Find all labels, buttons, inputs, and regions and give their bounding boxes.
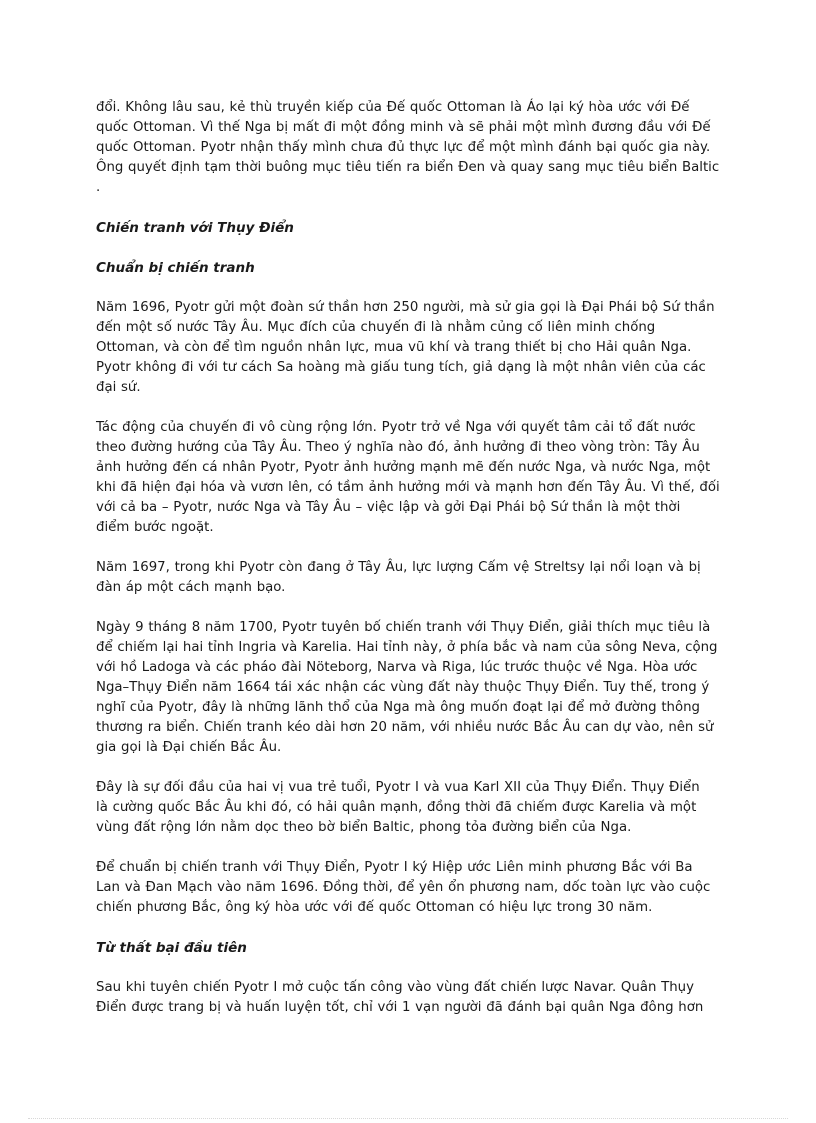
paragraph-impact: Tác động của chuyến đi vô cùng rộng lớn. Pyotr trở về Nga với quyết tâm cải tổ đất nước theo đường hướng của Tây Âu. Theo ý nghĩa nào đó, ảnh hưởng đi theo vòng tròn: Tây Âu ảnh hưởng đến cá nhân Pyotr, Pyotr ảnh hưởng mạnh mẽ đến nước Nga, và nước Nga, một khi đã hiện đại hóa và vươn lên, có tầm ảnh hưởng mới và mạnh hơn đến Tây Âu. Vì thế, đối với cả ba – Pyotr, nước Nga và Tây Âu – việc lập và gởi Đại Phái bộ Sứ thần là một thời điểm bước ngoặt. [96,420,720,535]
heading-war-with-sweden: Chiến tranh với Thụy Điển [96,220,294,236]
paragraph-narva: Sau khi tuyên chiến Pyotr I mở cuộc tấn công vào vùng đất chiến lược Navar. Quân Thụy Điển được trang bị và huấn luyện tốt, chỉ với 1 vạn người đã đánh bại quân Nga đông hơn [96,980,704,1015]
paragraph-embassy: Năm 1696, Pyotr gửi một đoàn sứ thần hơn 250 người, mà sử gia gọi là Đại Phái bộ Sứ thần đến một số nước Tây Âu. Mục đích của chuyến đi là nhằm củng cố liên minh chống Ottoman, và còn để tìm nguồn nhân lực, mua vũ khí và trang thiết bị cho Hải quân Nga. Pyotr không đi với tư cách Sa hoàng mà giấu tung tích, giả dạng là một nhân viên của các đại sứ. [96,300,715,395]
heading-preparation: Chuẩn bị chiến tranh [96,260,255,276]
paragraph-streltsy: Năm 1697, trong khi Pyotr còn đang ở Tây Âu, lực lượng Cấm vệ Streltsy lại nổi loạn và bị đàn áp một cách mạnh bạo. [96,560,701,595]
paragraph-rivals: Đây là sự đối đầu của hai vị vua trẻ tuổi, Pyotr I và vua Karl XII của Thụy Điển. Thụy Điển là cường quốc Bắc Âu khi đó, có hải quân mạnh, đồng thời đã chiếm được Karelia và một vùng đất rộng lớn nằm dọc theo bờ biển Baltic, phong tỏa đường biển của Nga. [96,780,700,835]
paragraph-alliance: Để chuẩn bị chiến tranh với Thụy Điển, Pyotr I ký Hiệp ước Liên minh phương Bắc với Ba Lan và Đan Mạch vào năm 1696. Đồng thời, để yên ổn phương nam, dốc toàn lực vào cuộc chiến phương Bắc, ông ký hòa ước với đế quốc Ottoman có hiệu lực trong 30 năm. [96,860,711,915]
paragraph-intro: đổi. Không lâu sau, kẻ thù truyền kiếp của Đế quốc Ottoman là Áo lại ký hòa ước với Đế quốc Ottoman. Vì thế Nga bị mất đi một đồng minh và sẽ phải một mình đương đầu với Đế quốc Ottoman. Pyotr nhận thấy mình chưa đủ thực lực để một mình đánh bại quốc gia này. Ông quyết định tạm thời buông mục tiêu tiến ra biển Đen và quay sang mục tiêu biển Baltic . [96,100,720,195]
page-bottom-divider [28,1118,788,1119]
paragraph-declaration: Ngày 9 tháng 8 năm 1700, Pyotr tuyên bố chiến tranh với Thụy Điển, giải thích mục tiêu là để chiếm lại hai tỉnh Ingria và Karelia. Hai tỉnh này, ở phía bắc và nam của sông Neva, cộng với hồ Ladoga và các pháo đài Nöteborg, Narva và Riga, lúc trước thuộc về Nga. Hòa ước Nga–Thụy Điển năm 1664 tái xác nhận các vùng đất này thuộc Thụy Điển. Tuy thế, trong ý nghĩ của Pyotr, đây là những lãnh thổ của Nga mà ông muốn đoạt lại để mở đường thông thương ra biển. Chiến tranh kéo dài hơn 20 năm, với nhiều nước Bắc Âu can dự vào, nên sử gia gọi là Đại chiến Bắc Âu. [96,620,718,755]
heading-first-defeat: Từ thất bại đầu tiên [96,940,247,956]
document-page [96,98,728,1038]
